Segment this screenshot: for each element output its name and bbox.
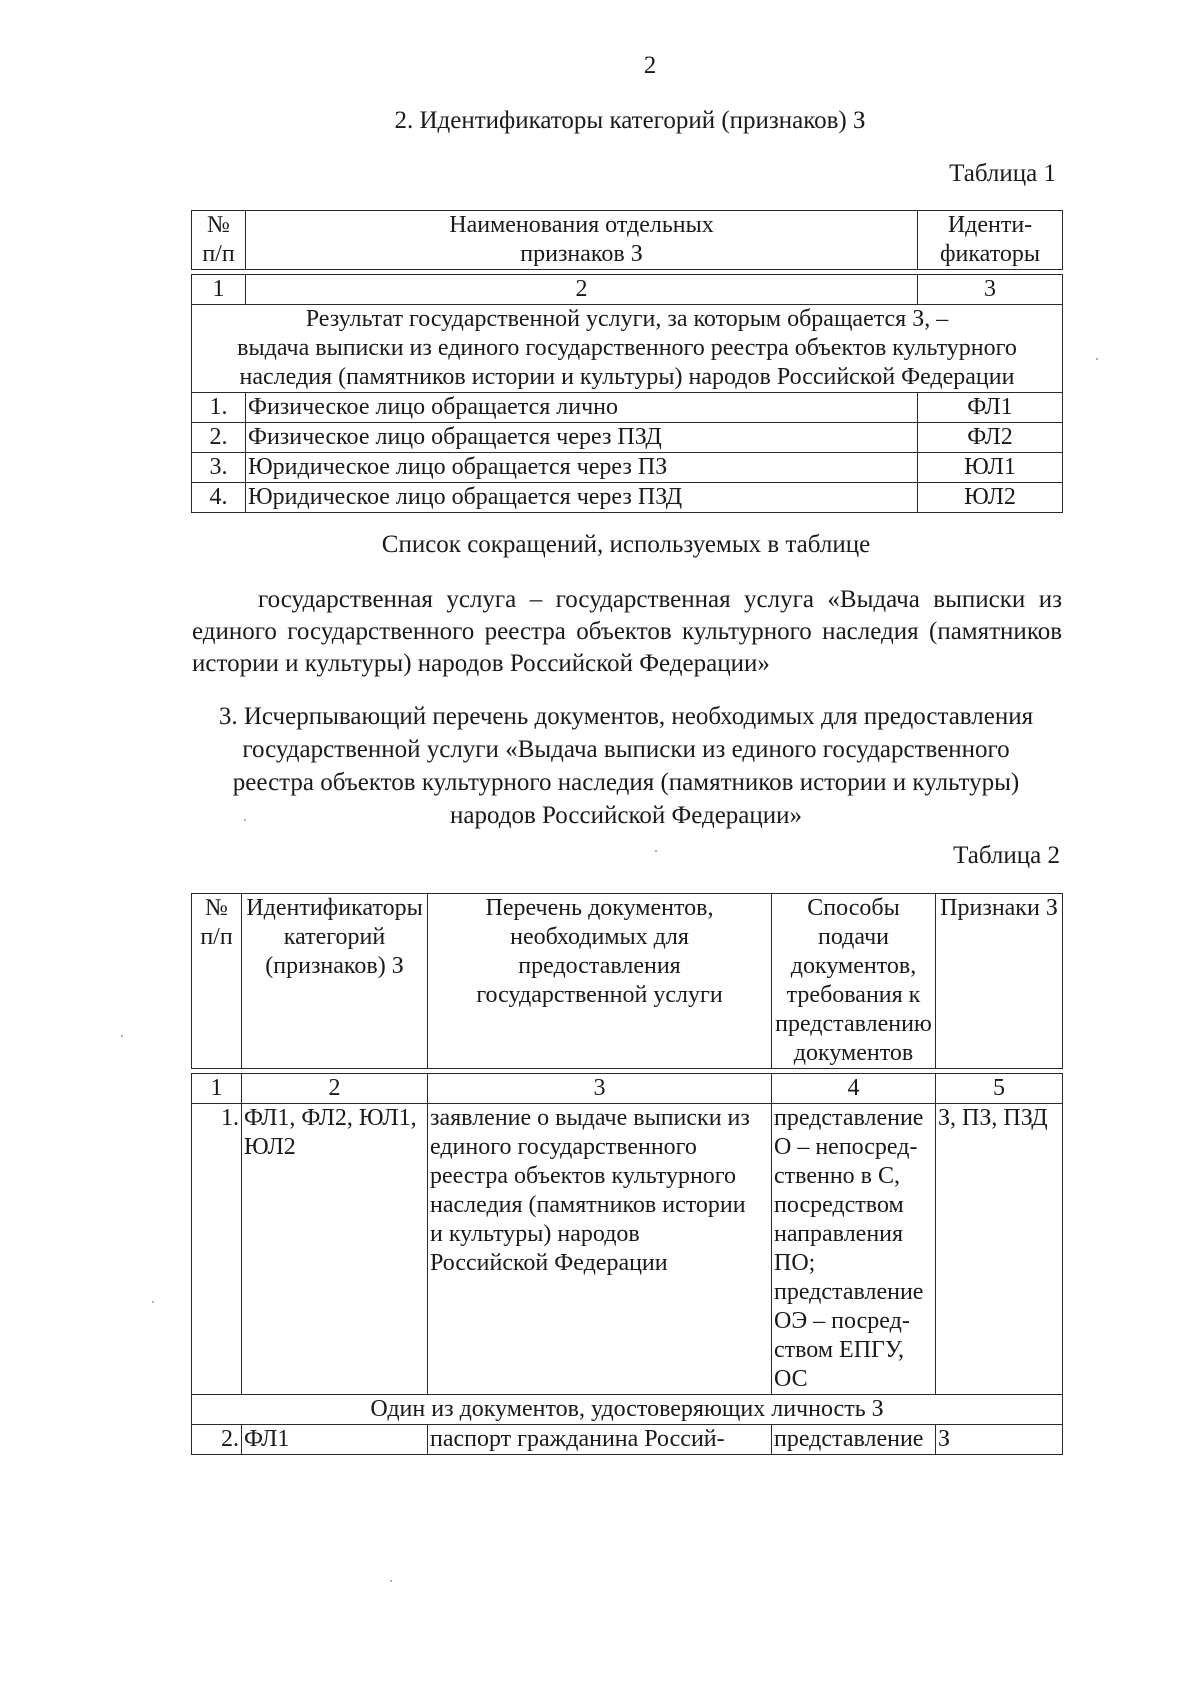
table-2-header-signs: Признаки З — [936, 894, 1063, 1069]
row-number: 4. — [192, 483, 246, 513]
table-2-header-docs: Перечень документов, необходимых для предоставления государственной услуги — [428, 894, 772, 1069]
row-methods: представление — [772, 1425, 936, 1455]
section-2-title: 2. Идентификаторы категорий (признаков) З — [394, 107, 866, 134]
table-1-colnum: 3 — [918, 275, 1063, 305]
table-2-span-row — [192, 1395, 1063, 1425]
table-2-colnum: 3 — [428, 1074, 772, 1104]
row-signs: З, ПЗ, ПЗД — [936, 1104, 1063, 1395]
table-1-colnum: 2 — [246, 275, 918, 305]
table-2-colnum: 1 — [192, 1074, 242, 1104]
table-2 — [191, 893, 1063, 1455]
row-identifier: ФЛ1 — [918, 393, 1063, 423]
row-identifiers: ФЛ1, ФЛ2, ЮЛ1, ЮЛ2 — [242, 1104, 428, 1395]
scan-speck — [390, 1580, 392, 1582]
table-row — [192, 393, 1063, 423]
row-methods: представление О – непосред- ственно в С, посредством направления ПО; представление ОЭ – посред- ством ЕПГУ, ОС — [772, 1104, 936, 1395]
row-number: 1. — [192, 393, 246, 423]
row-signs: З — [936, 1425, 1063, 1455]
table-1-colnum-row — [192, 275, 1063, 305]
table-1-header-num: № п/п — [192, 211, 246, 270]
section-3-title: 3. Исчерпывающий перечень документов, необходимых для предоставления государственной услуги «Выдача выписки из единого государственного реестра объектов культурного наследия (памятников истории и культуры) народов Российской Федерации» — [218, 703, 1034, 829]
abbreviations-title: Список сокращений, используемых в таблице — [381, 531, 871, 558]
page-number: 2 — [643, 52, 657, 79]
row-name: Юридическое лицо обращается через ПЗД — [246, 483, 918, 513]
scan-speck — [1096, 358, 1098, 360]
row-documents: заявление о выдаче выписки из единого государственного реестра объектов культурного наследия (памятников истории и культуры) народов Российской Федерации — [428, 1104, 772, 1395]
table-2-colnum-row — [192, 1074, 1063, 1104]
scan-speck — [152, 1301, 154, 1303]
row-documents: паспорт гражданина Россий- — [428, 1425, 772, 1455]
table-2-colnum: 5 — [936, 1074, 1063, 1104]
table-row — [192, 453, 1063, 483]
identity-docs-heading: Один из документов, удостоверяющих личность З — [192, 1395, 1063, 1425]
row-number: 1. — [192, 1104, 242, 1395]
scan-speck — [121, 1035, 123, 1037]
table-row — [192, 1425, 1063, 1455]
row-number: 2. — [192, 1425, 242, 1455]
table-2-header-row — [192, 894, 1063, 1069]
table-2-header-methods: Способы подачи документов, требования к представлению документов — [772, 894, 936, 1069]
table-1-result-cell: Результат государственной услуги, за которым обращается З, – выдача выписки из единого государственного реестра объектов культурного наследия (памятников истории и культуры) народов Российской Федерации — [192, 305, 1063, 393]
table-1-span-row — [192, 305, 1063, 393]
row-name: Физическое лицо обращается лично — [246, 393, 918, 423]
row-identifier: ЮЛ2 — [918, 483, 1063, 513]
scan-speck — [244, 819, 246, 821]
table-1-header-row — [192, 211, 1063, 270]
row-name: Физическое лицо обращается через ПЗД — [246, 423, 918, 453]
table-1-label: Таблица 1 — [949, 160, 1056, 187]
abbreviations-text: государственная услуга – государственная услуга «Выдача выписки из единого государственного реестра объектов культурного наследия (памятников истории и культуры) народов Российской Федерации» — [192, 586, 1062, 677]
scan-speck — [655, 850, 657, 852]
table-2-header-ids: Идентификаторы категорий (признаков) З — [242, 894, 428, 1069]
table-row — [192, 483, 1063, 513]
row-identifier: ЮЛ1 — [918, 453, 1063, 483]
row-name: Юридическое лицо обращается через ПЗ — [246, 453, 918, 483]
table-2-label: Таблица 2 — [953, 842, 1060, 869]
row-identifier: ФЛ2 — [918, 423, 1063, 453]
row-identifiers: ФЛ1 — [242, 1425, 428, 1455]
table-1-header-name: Наименования отдельных признаков З — [246, 211, 918, 270]
row-number: 2. — [192, 423, 246, 453]
table-1 — [191, 210, 1063, 513]
table-1-colnum: 1 — [192, 275, 246, 305]
table-1-header-id: Иденти- фикаторы — [918, 211, 1063, 270]
row-number: 3. — [192, 453, 246, 483]
table-2-header-num: № п/п — [192, 894, 242, 1069]
table-row — [192, 1104, 1063, 1395]
table-2-colnum: 4 — [772, 1074, 936, 1104]
table-row — [192, 423, 1063, 453]
table-2-colnum: 2 — [242, 1074, 428, 1104]
